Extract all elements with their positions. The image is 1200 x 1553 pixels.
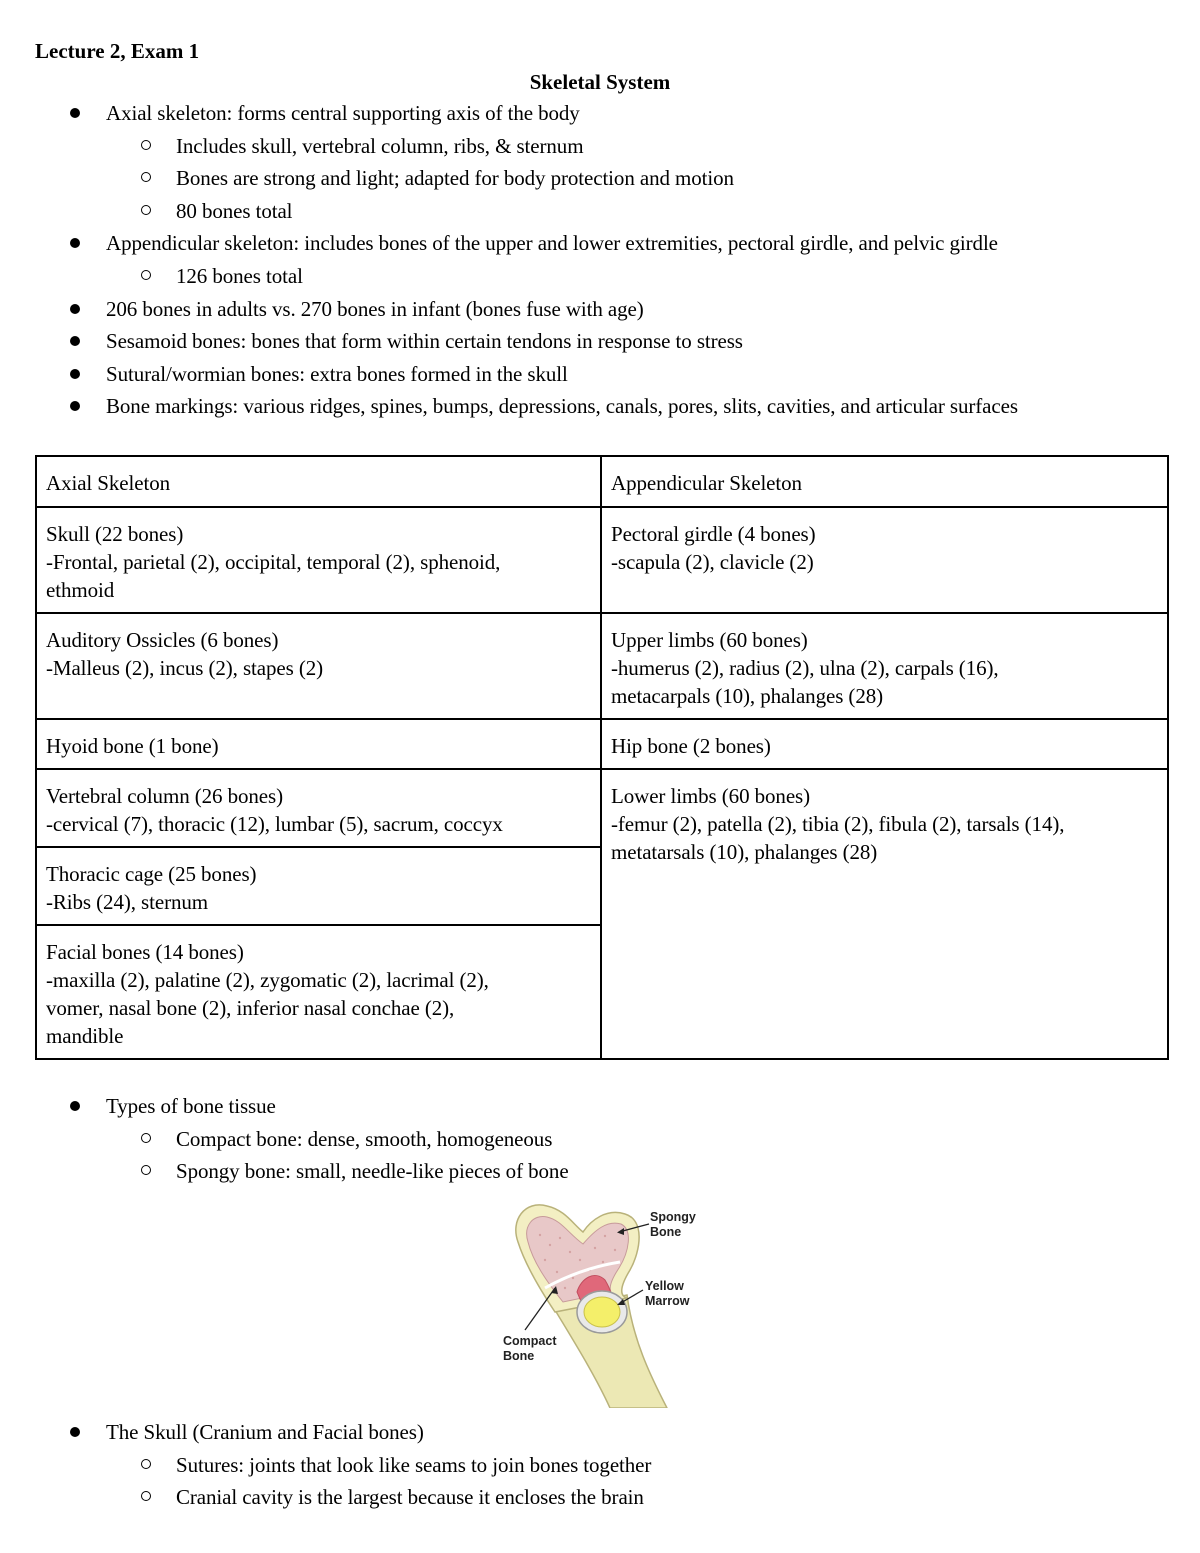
table-row (36, 769, 1168, 847)
header-axial: Axial Skeleton (36, 456, 601, 507)
list-item: 126 bones total (176, 263, 303, 288)
list-item: The Skull (Cranium and Facial bones) (106, 1420, 424, 1444)
cell-facial-bones: Facial bones (14 bones) -maxilla (2), palatine (2), zygomatic (2), lacrimal (2), vomer, nasal bone (2), inferior nasal conchae (2), mandible (36, 925, 601, 1059)
cell-hyoid: Hyoid bone (1 bone) (36, 719, 601, 769)
list-item: Appendicular skeleton: includes bones of the upper and lower extremities, pectoral girdle, and pelvic girdle (106, 231, 998, 256)
list-item: 206 bones in adults vs. 270 bones in infant (bones fuse with age) (106, 296, 644, 321)
label-compact-bone: Compact Bone (503, 1334, 557, 1363)
list-item: Bones are strong and light; adapted for body protection and motion (176, 166, 734, 191)
cell-pectoral-girdle: Pectoral girdle (4 bones) -scapula (2), clavicle (2) (601, 507, 1168, 613)
list-item: Sutural/wormian bones: extra bones formed in the skull (106, 361, 568, 386)
table-row (36, 719, 1168, 769)
table-row (36, 613, 1168, 719)
bone-illustration (405, 1190, 793, 1408)
list-item: Bone markings: various ridges, spines, bumps, depressions, canals, pores, slits, cavities, and articular surfaces (106, 394, 1018, 419)
list-item: Types of bone tissue (106, 1094, 276, 1118)
cell-auditory-ossicles: Auditory Ossicles (6 bones) -Malleus (2), incus (2), stapes (2) (36, 613, 601, 719)
cell-hip-bone: Hip bone (2 bones) (601, 719, 1168, 769)
skull-list (0, 1416, 1200, 1514)
list-item: Includes skull, vertebral column, ribs, & sternum (176, 133, 584, 158)
cell-lower-limbs: Lower limbs (60 bones) -femur (2), patella (2), tibia (2), fibula (2), tarsals (14), metatarsals (10), phalanges (28) (601, 769, 1168, 1059)
tissue-list (0, 1090, 1200, 1188)
cell-thoracic-cage: Thoracic cage (25 bones) -Ribs (24), sternum (36, 847, 601, 925)
header-appendicular: Appendicular Skeleton (601, 456, 1168, 507)
list-item: Cranial cavity is the largest because it encloses the brain (176, 1485, 644, 1510)
bone-diagram (405, 1190, 793, 1408)
intro-list (0, 97, 1200, 423)
list-item: Compact bone: dense, smooth, homogeneous (176, 1126, 553, 1151)
lecture-header: Lecture 2, Exam 1 (35, 39, 200, 63)
cell-upper-limbs: Upper limbs (60 bones) -humerus (2), radius (2), ulna (2), carpals (16), metacarpals (10), phalanges (28) (601, 613, 1168, 719)
cell-skull: Skull (22 bones) -Frontal, parietal (2), occipital, temporal (2), sphenoid, ethmoid (36, 507, 601, 613)
label-yellow-marrow: Yellow Marrow (645, 1279, 690, 1308)
skeleton-table (35, 455, 1169, 1060)
section-title: Skeletal System (529, 70, 671, 94)
yellow-marrow-shape (584, 1297, 620, 1327)
compact-pointer (525, 1288, 555, 1330)
cell-vertebral-column: Vertebral column (26 bones) -cervical (7), thoracic (12), lumbar (5), sacrum, coccyx (36, 769, 601, 847)
table-header-row (36, 456, 1168, 507)
list-item: Sesamoid bones: bones that form within certain tendons in response to stress (106, 329, 743, 354)
list-item: Axial skeleton: forms central supporting axis of the body (106, 101, 580, 125)
table-row (36, 507, 1168, 613)
list-item: 80 bones total (176, 198, 293, 223)
list-item: Spongy bone: small, needle-like pieces of bone (176, 1159, 569, 1184)
label-spongy-bone: Spongy Bone (650, 1210, 696, 1239)
list-item: Sutures: joints that look like seams to join bones together (176, 1452, 652, 1477)
